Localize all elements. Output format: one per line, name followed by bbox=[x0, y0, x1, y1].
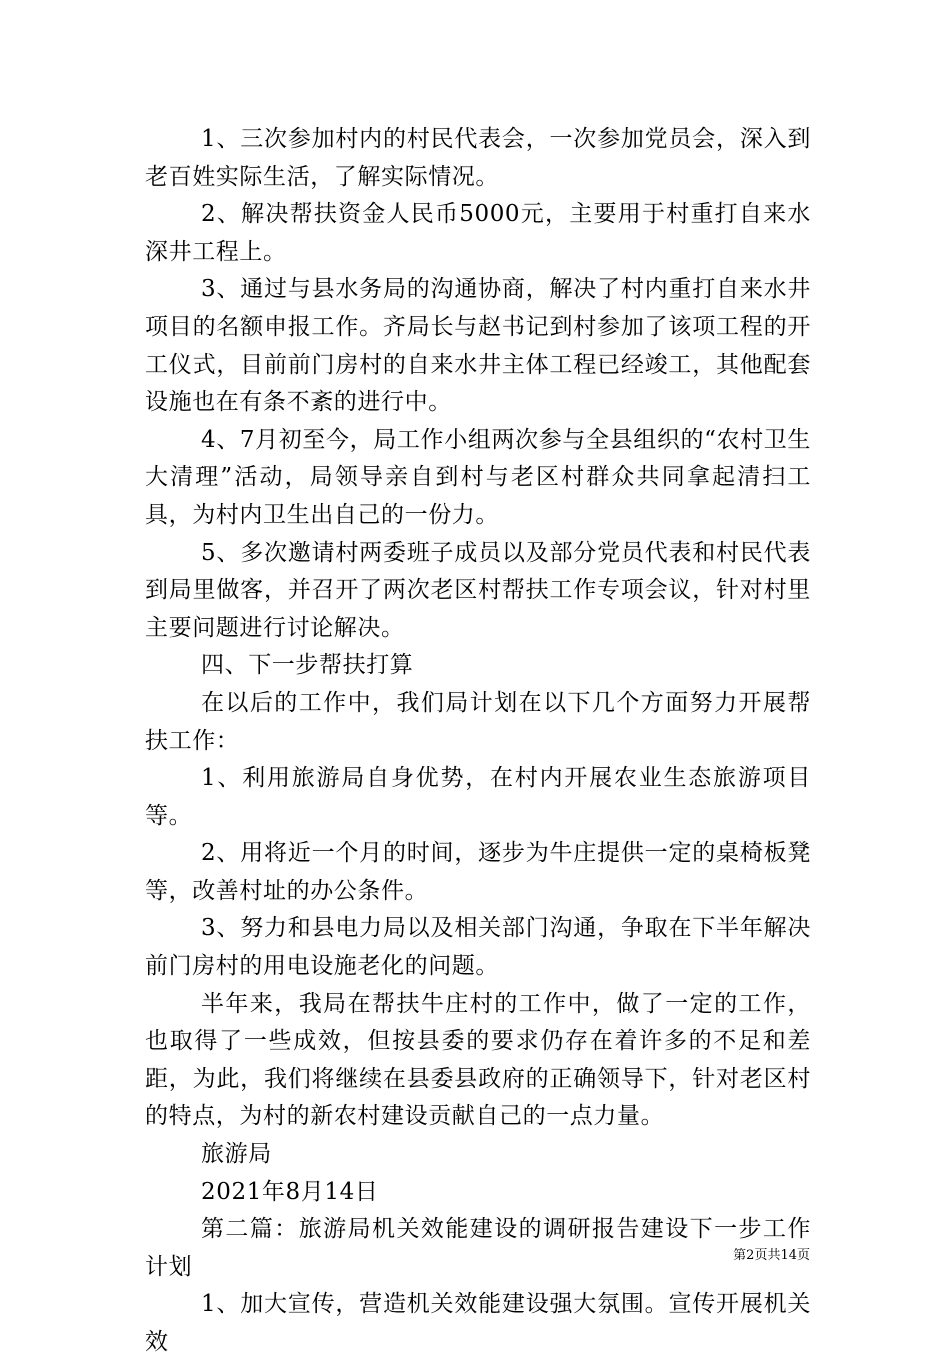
plan-item-3: 3、努力和县电力局以及相关部门沟通，争取在下半年解决前门房村的用电设施老化的问题。 bbox=[145, 915, 811, 980]
paragraph-item-1: 1、三次参加村内的村民代表会，一次参加党员会，深入到老百姓实际生活，了解实际情况。 bbox=[145, 126, 811, 190]
page-number: 第2页共14页 bbox=[733, 1248, 810, 1263]
signature-date: 2021年8月14日 bbox=[201, 1178, 379, 1205]
article-title: 第二篇：旅游局机关效能建设的调研报告建设下一步工作计划 bbox=[145, 1216, 811, 1280]
plan-item-1: 1、利用旅游局自身优势，在村内开展农业生态旅游项目等。 bbox=[145, 765, 811, 829]
section-heading: 四、下一步帮扶打算 bbox=[201, 652, 414, 679]
paragraph-item-5: 5、多次邀请村两委班子成员以及部分党员代表和村民代表到局里做客，并召开了两次老区村帮扶工作专项会议，针对村里主要问题进行讨论解决。 bbox=[145, 539, 811, 641]
document-body bbox=[145, 121, 811, 1362]
paragraph-item-2: 2、解决帮扶资金人民币5000元，主要用于村重打自来水深井工程上。 bbox=[145, 201, 811, 265]
intro-paragraph: 在以后的工作中，我们局计划在以下几个方面努力开展帮扶工作： bbox=[145, 689, 811, 754]
paragraph-item-4: 4、7月初至今，局工作小组两次参与全县组织的“农村卫生大清理”活动，局领导亲自到村与老区村群众共同拿起清扫工具，为村内卫生出自己的一份力。 bbox=[145, 426, 811, 528]
plan-item-2: 2、用将近一个月的时间，逐步为牛庄提供一定的桌椅板凳等，改善村址的办公条件。 bbox=[145, 840, 811, 904]
signature-org: 旅游局 bbox=[201, 1141, 272, 1168]
article-first-paragraph: 1、加大宣传，营造机关效能建设强大氛围。宣传开展机关效 bbox=[145, 1291, 811, 1355]
paragraph-item-3: 3、通过与县水务局的沟通协商，解决了村内重打自来水井项目的名额申报工作。齐局长与赵书记到村参加了该项工程的开工仪式，目前前门房村的自来水井主体工程已经竣工，其他配套设施也在有条不紊的进行中。 bbox=[145, 276, 811, 416]
summary-paragraph: 半年来，我局在帮扶牛庄村的工作中，做了一定的工作，也取得了一些成效，但按县委的要求仍存在着许多的不足和差距，为此，我们将继续在县委县政府的正确领导下，针对老区村的特点，为村的新农村建设贡献自己的一点力量。 bbox=[145, 990, 811, 1130]
